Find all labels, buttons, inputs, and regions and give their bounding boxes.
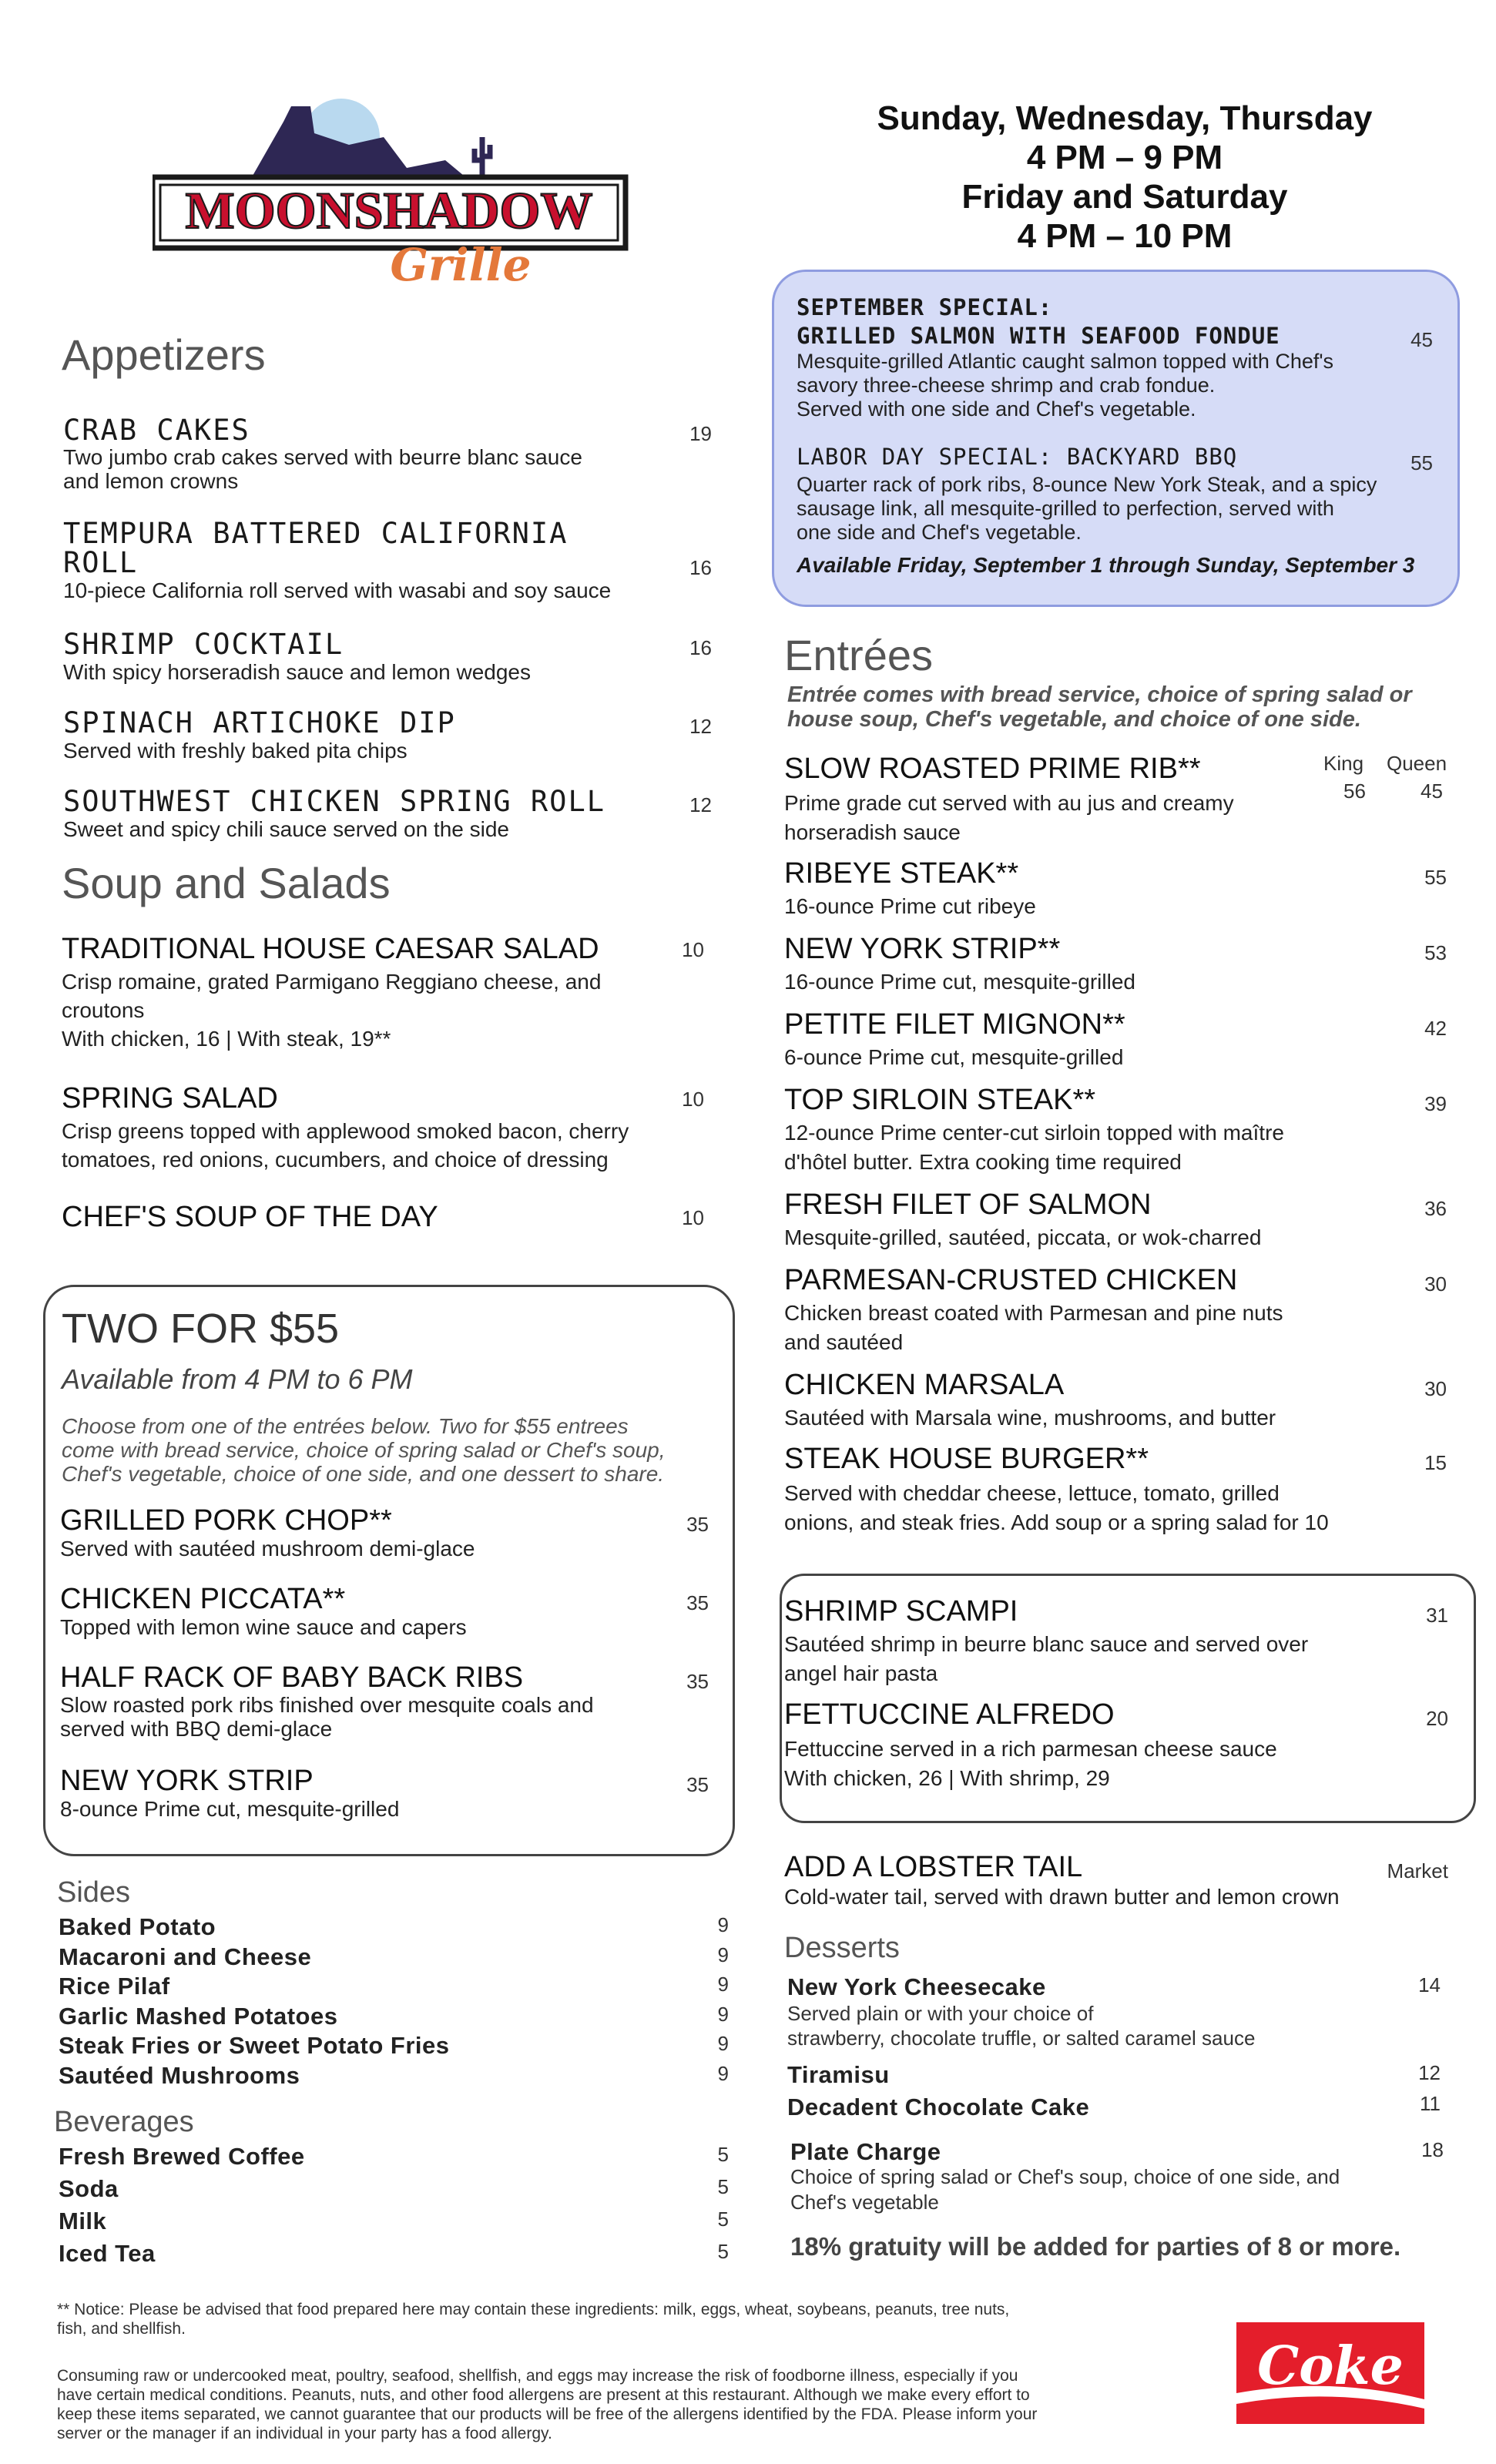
two-for-item-name: NEW YORK STRIP (60, 1765, 314, 1797)
entree-desc: Sautéed with Marsala wine, mushrooms, and butter (784, 1406, 1276, 1430)
note-line: house soup, Chef's vegetable, and choice of one side. (787, 707, 1361, 732)
desserts-heading: Desserts (784, 1932, 900, 1964)
salad-price: 10 (682, 938, 704, 961)
side-price: 9 (717, 2061, 729, 2085)
labor-day-special-price: 55 (1410, 451, 1433, 474)
desc-line: Prime grade cut served with au jus and creamy (784, 791, 1234, 815)
side-row (59, 2032, 729, 2062)
sides-list (59, 1913, 729, 2091)
dessert-price: 11 (1420, 2092, 1441, 2115)
coke-logo-text: Coke (1257, 2335, 1404, 2397)
side-name: Steak Fries or Sweet Potato Fries (59, 2032, 450, 2059)
dessert-name: New York Cheesecake (787, 1973, 1046, 2000)
appetizer-desc (63, 445, 582, 493)
appetizer-desc: With spicy horseradish sauce and lemon wedges (63, 660, 531, 684)
beverage-price: 5 (717, 2208, 729, 2231)
desc-line: one side and Chef's vegetable. (797, 521, 1082, 544)
beverages-heading: Beverages (54, 2106, 194, 2138)
appetizer-name: SOUTHWEST CHICKEN SPRING ROLL (63, 785, 606, 818)
dessert-price: 12 (1418, 2061, 1441, 2084)
desc-line: strawberry, chocolate truffle, or salted caramel sauce (787, 2027, 1256, 2050)
beverage-price: 5 (717, 2143, 729, 2166)
entree-desc: Mesquite-grilled, sautéed, piccata, or wok-charred (784, 1225, 1262, 1249)
desc-line: 12-ounce Prime center-cut sirloin topped with maître (784, 1121, 1284, 1145)
side-name: Rice Pilaf (59, 1973, 170, 2000)
entree-name: FRESH FILET OF SALMON (784, 1188, 1152, 1221)
appetizer-price: 12 (689, 793, 712, 816)
salad-name: SPRING SALAD (62, 1082, 278, 1115)
entrees-note (787, 682, 1412, 732)
note-line: Entrée comes with bread service, choice of spring salad or (787, 682, 1412, 707)
desc-line: Quarter rack of pork ribs, 8-ounce New York Steak, and a spicy (797, 473, 1377, 496)
queen-label: Queen (1387, 752, 1447, 775)
desc-line: sausage link, all mesquite-grilled to perfection, served with (797, 497, 1334, 520)
lobster-price: Market (1387, 1859, 1448, 1882)
plate-charge-price: 18 (1421, 2138, 1444, 2161)
entree-desc (784, 1118, 1284, 1177)
entrees-heading: Entrées (784, 631, 933, 679)
king-price: 56 (1343, 779, 1366, 803)
pasta-price: 31 (1426, 1604, 1448, 1627)
desc-line: Chef's vegetable (790, 2191, 939, 2214)
hours-line: Friday and Saturday (961, 178, 1288, 216)
plate-charge-desc (790, 2164, 1340, 2215)
entree-name: SLOW ROASTED PRIME RIB** (784, 753, 1201, 785)
logo-name-text: MOONSHADOW (185, 181, 593, 240)
name-line: ROLL (63, 546, 139, 579)
desc-line: Crisp romaine, grated Parmigano Reggiano cheese, and (62, 970, 602, 994)
lobster-name: ADD A LOBSTER TAIL (784, 1851, 1083, 1883)
pasta-desc (784, 1630, 1308, 1688)
entree-desc (784, 789, 1234, 847)
name-line: TEMPURA BATTERED CALIFORNIA (63, 517, 569, 550)
desc-line: Served with one side and Chef's vegetable. (797, 397, 1196, 421)
side-row (59, 2003, 729, 2033)
pasta-price: 20 (1426, 1707, 1448, 1730)
beverages-list (59, 2143, 729, 2272)
hours-line: Sunday, Wednesday, Thursday (877, 99, 1373, 137)
salad-desc (62, 1117, 629, 1174)
desc-line: Two jumbo crab cakes served with beurre blanc sauce (63, 445, 582, 469)
king-label: King (1323, 752, 1364, 775)
appetizer-price: 16 (689, 636, 712, 659)
beverage-name: Soda (59, 2175, 119, 2202)
entree-name: PARMESAN-CRUSTED CHICKEN (784, 1264, 1238, 1296)
appetizer-price: 12 (689, 715, 712, 738)
note-line: Choose from one of the entrées below. Two for $55 entrees (62, 1414, 629, 1438)
entree-name: STEAK HOUSE BURGER** (784, 1443, 1149, 1475)
entree-desc (784, 1299, 1283, 1357)
september-special-desc (797, 350, 1333, 421)
desc-line: and lemon crowns (63, 469, 239, 493)
two-for-item-desc: Topped with lemon wine sauce and capers (60, 1615, 467, 1639)
food-safety-warning (57, 2366, 1236, 2443)
hours-line: 4 PM – 9 PM (1026, 139, 1223, 176)
desc-line: Crisp greens topped with applewood smoked bacon, cherry (62, 1119, 629, 1143)
two-for-title: TWO FOR $55 (62, 1306, 340, 1352)
entree-desc (784, 1479, 1329, 1537)
salad-name: TRADITIONAL HOUSE CAESAR SALAD (62, 933, 599, 965)
pasta-name: FETTUCCINE ALFREDO (784, 1698, 1115, 1731)
two-for-item-name: HALF RACK OF BABY BACK RIBS (60, 1661, 524, 1694)
hours-line: 4 PM – 10 PM (1017, 217, 1233, 255)
queen-price: 45 (1421, 779, 1443, 803)
two-for-item-desc: 8-ounce Prime cut, mesquite-grilled (60, 1797, 400, 1821)
desc-line: savory three-cheese shrimp and crab fondue. (797, 374, 1216, 397)
two-for-item-name: CHICKEN PICCATA** (60, 1583, 346, 1615)
footnote-line: keep these items separated, we cannot guarantee that our products will be free of the allergens identified by the FDA. Please inform your (57, 2405, 1038, 2423)
desc-line: served with BBQ demi-glace (60, 1717, 333, 1741)
note-line: Chef's vegetable, choice of one side, and one dessert to share. (62, 1462, 665, 1486)
two-for-item-price: 35 (686, 1513, 709, 1536)
lobster-desc: Cold-water tail, served with drawn butter and lemon crown (784, 1885, 1340, 1909)
dessert-name: Tiramisu (787, 2061, 890, 2088)
two-for-item-price: 35 (686, 1773, 709, 1796)
entree-price: 42 (1424, 1017, 1447, 1040)
beverage-name: Iced Tea (59, 2240, 156, 2267)
side-price: 9 (717, 2002, 729, 2026)
footnote-line: have certain medical conditions. Peanuts, nuts, and other food allergens are present at this restaurant. Although we make every effort to (57, 2386, 1030, 2404)
footnote-line: server or the manager if an individual in your party has a food allergy. (57, 2425, 552, 2442)
entree-price: 53 (1424, 941, 1447, 964)
beverage-row (59, 2143, 729, 2175)
entree-price: 39 (1424, 1092, 1447, 1115)
desc-line: Slow roasted pork ribs finished over mesquite coals and (60, 1693, 594, 1717)
special-availability: Available Friday, September 1 through Sunday, September 3 (797, 553, 1415, 577)
two-for-item-price: 35 (686, 1670, 709, 1693)
two-for-note (62, 1414, 666, 1486)
september-special-name: GRILLED SALMON WITH SEAFOOD FONDUE (797, 323, 1280, 349)
beverage-price: 5 (717, 2175, 729, 2198)
entree-name: TOP SIRLOIN STEAK** (784, 1084, 1096, 1116)
desc-line: With chicken, 26 | With shrimp, 29 (784, 1766, 1110, 1790)
entree-name: RIBEYE STEAK** (784, 857, 1019, 890)
beverage-row (59, 2240, 729, 2272)
soup-price: 10 (682, 1206, 704, 1229)
footnote-line: ** Notice: Please be advised that food prepared here may contain these ingredients: milk, eggs, wheat, soybeans, peanuts, tree nuts, (57, 2301, 1010, 2318)
desc-line: croutons (62, 998, 145, 1022)
appetizer-price: 16 (689, 556, 712, 579)
labor-day-special-desc (797, 473, 1377, 545)
entree-price: 55 (1424, 866, 1447, 889)
labor-day-special-name: LABOR DAY SPECIAL: BACKYARD BBQ (797, 444, 1238, 470)
dessert-price: 14 (1418, 1973, 1441, 1996)
september-special-label: SEPTEMBER SPECIAL: (797, 294, 1053, 320)
hours-block (817, 99, 1433, 256)
footnote-line: fish, and shellfish. (57, 2320, 186, 2338)
beverage-row (59, 2175, 729, 2208)
side-row (59, 2062, 729, 2092)
desc-line: Served plain or with your choice of (787, 2002, 1094, 2025)
entree-price: 36 (1424, 1197, 1447, 1220)
dessert-name: Decadent Chocolate Cake (787, 2094, 1090, 2120)
desc-line: d'hôtel butter. Extra cooking time required (784, 1150, 1182, 1174)
gratuity-note: 18% gratuity will be added for parties of 8 or more. (790, 2232, 1401, 2261)
desc-line: and sautéed (784, 1330, 904, 1354)
entree-desc: 16-ounce Prime cut ribeye (784, 894, 1036, 918)
two-for-subtitle: Available from 4 PM to 6 PM (62, 1363, 413, 1395)
side-name: Garlic Mashed Potatoes (59, 2002, 338, 2030)
beverage-name: Milk (59, 2208, 107, 2234)
logo-script-text: Grille (390, 239, 532, 291)
entree-desc: 16-ounce Prime cut, mesquite-grilled (784, 970, 1135, 994)
soup-name: CHEF'S SOUP OF THE DAY (62, 1201, 438, 1233)
side-name: Sautéed Mushrooms (59, 2061, 300, 2089)
september-special-price: 45 (1410, 328, 1433, 351)
desc-line: With chicken, 16 | With steak, 19** (62, 1027, 391, 1051)
restaurant-logo (153, 91, 638, 291)
allergen-notice (57, 2300, 1213, 2338)
side-price: 9 (717, 1943, 729, 1966)
entree-price: 15 (1424, 1451, 1447, 1474)
desc-line: Served with cheddar cheese, lettuce, tomato, grilled (784, 1481, 1280, 1505)
side-row (59, 1943, 729, 1973)
salad-desc (62, 967, 601, 1053)
appetizer-desc: Sweet and spicy chili sauce served on the side (63, 817, 509, 841)
appetizer-name: CRAB CAKES (63, 414, 250, 447)
note-line: come with bread service, choice of spring salad or Chef's soup, (62, 1438, 666, 1462)
entree-price: 30 (1424, 1377, 1447, 1400)
two-for-item-price: 35 (686, 1591, 709, 1614)
desc-line: onions, and steak fries. Add soup or a spring salad for 10 (784, 1510, 1329, 1534)
entree-name: PETITE FILET MIGNON** (784, 1008, 1125, 1041)
coke-logo (1236, 2322, 1424, 2424)
appetizer-desc: 10-piece California roll served with wasabi and soy sauce (63, 578, 612, 602)
side-price: 9 (717, 1913, 729, 1936)
appetizer-name: SHRIMP COCKTAIL (63, 628, 344, 661)
desc-line: Choice of spring salad or Chef's soup, choice of one side, and (790, 2165, 1340, 2188)
desc-line: Chicken breast coated with Parmesan and pine nuts (784, 1301, 1283, 1325)
appetizer-desc: Served with freshly baked pita chips (63, 739, 408, 763)
side-name: Baked Potato (59, 1913, 216, 1940)
appetizer-name (63, 519, 568, 578)
desc-line: Fettuccine served in a rich parmesan cheese sauce (784, 1737, 1277, 1761)
footnote-line: Consuming raw or undercooked meat, poultry, seafood, shellfish, and eggs may increase the risk of foodborne illness, especially if you (57, 2367, 1018, 2385)
desc-line: Sautéed shrimp in beurre blanc sauce and served over (784, 1632, 1309, 1656)
beverage-row (59, 2208, 729, 2240)
two-for-item-desc (60, 1693, 594, 1741)
two-for-item-name: GRILLED PORK CHOP** (60, 1504, 392, 1537)
sides-heading: Sides (57, 1876, 131, 1909)
entree-name: CHICKEN MARSALA (784, 1369, 1065, 1401)
beverage-name: Fresh Brewed Coffee (59, 2143, 305, 2170)
appetizer-name: SPINACH ARTICHOKE DIP (63, 706, 456, 739)
desc-line: horseradish sauce (784, 820, 961, 844)
side-row (59, 1913, 729, 1943)
entree-name: NEW YORK STRIP** (784, 933, 1061, 965)
entree-price: 30 (1424, 1272, 1447, 1296)
salad-price: 10 (682, 1088, 704, 1111)
dessert-desc (787, 2001, 1255, 2050)
pasta-desc (784, 1735, 1277, 1793)
entree-desc: 6-ounce Prime cut, mesquite-grilled (784, 1045, 1124, 1069)
soups-heading: Soup and Salads (62, 859, 391, 907)
pasta-name: SHRIMP SCAMPI (784, 1595, 1018, 1628)
two-for-item-desc: Served with sautéed mushroom demi-glace (60, 1537, 475, 1561)
side-price: 9 (717, 1973, 729, 1996)
desc-line: tomatoes, red onions, cucumbers, and choice of dressing (62, 1148, 609, 1172)
beverage-price: 5 (717, 2240, 729, 2263)
appetizer-price: 19 (689, 422, 712, 445)
desc-line: angel hair pasta (784, 1661, 938, 1685)
side-price: 9 (717, 2032, 729, 2055)
side-name: Macaroni and Cheese (59, 1943, 312, 1970)
plate-charge-name: Plate Charge (790, 2138, 941, 2165)
side-row (59, 1973, 729, 2003)
desc-line: Mesquite-grilled Atlantic caught salmon topped with Chef's (797, 350, 1334, 373)
appetizers-heading: Appetizers (62, 330, 266, 379)
